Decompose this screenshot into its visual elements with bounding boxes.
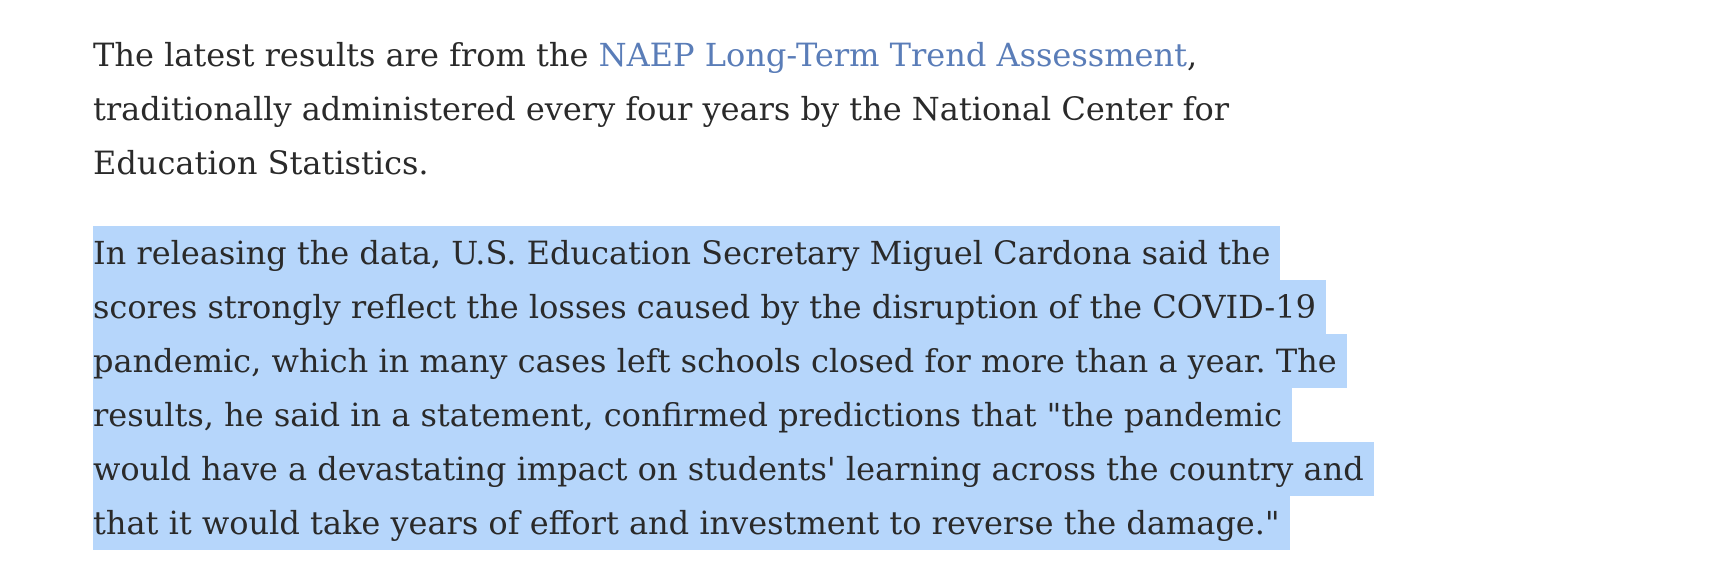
selected-text-line: scores strongly reflect the losses caused by the disruption of the COVID-19 <box>93 280 1326 334</box>
paragraph-intro-line-2: traditionally administered every four years by the National Center for <box>93 90 1230 128</box>
paragraph-cardona-quote-selected[interactable] <box>93 226 1473 550</box>
paragraph-intro <box>93 28 1473 190</box>
paragraph-intro-line-3: Education Statistics. <box>93 144 429 182</box>
intro-suffix-text: , <box>1186 36 1198 74</box>
selected-text-line: that it would take years of effort and investment to reverse the damage." <box>93 496 1290 550</box>
selected-text-line: In releasing the data, U.S. Education Secretary Miguel Cardona said the <box>93 226 1280 280</box>
paragraph-intro-line-1 <box>93 28 1473 82</box>
selected-text-line: results, he said in a statement, confirmed predictions that "the pandemic <box>93 388 1292 442</box>
intro-prefix-text: The latest results are from the <box>93 36 599 74</box>
article-body <box>93 28 1473 550</box>
naep-long-term-trend-link[interactable]: NAEP Long-Term Trend Assessment <box>598 36 1187 74</box>
selected-text-line: pandemic, which in many cases left schools closed for more than a year. The <box>93 334 1347 388</box>
selected-text-line: would have a devastating impact on students' learning across the country and <box>93 442 1374 496</box>
